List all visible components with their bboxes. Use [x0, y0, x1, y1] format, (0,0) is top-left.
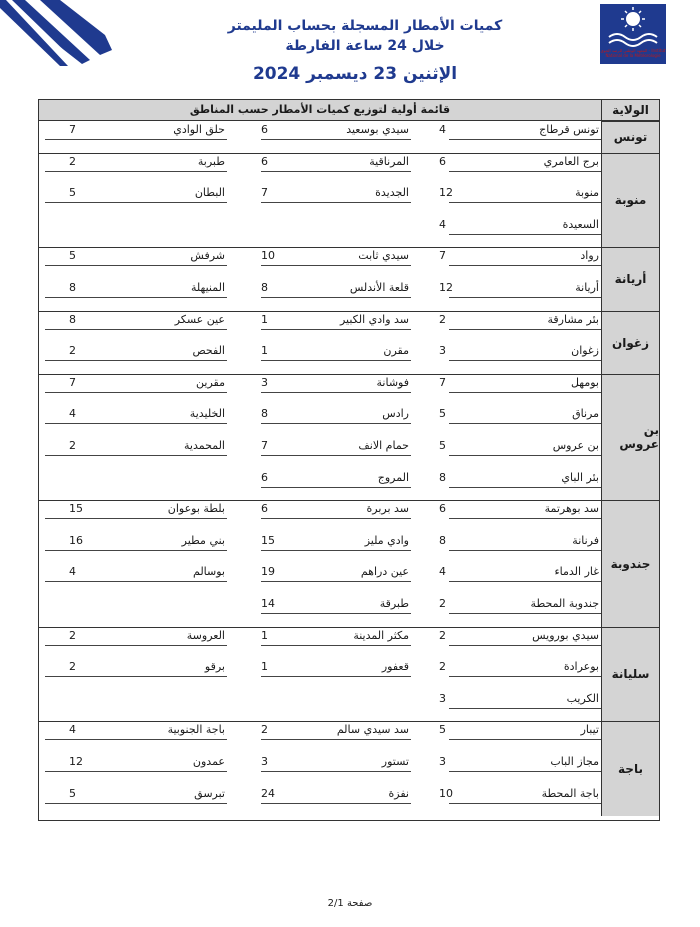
station-name: رادس — [382, 407, 409, 421]
station-name: تبرسق — [194, 786, 225, 800]
station-name: قعفور — [381, 660, 409, 674]
station-name: الفحص — [192, 344, 225, 358]
rainfall-value: 16 — [69, 533, 83, 547]
rainfall-value: 12 — [439, 186, 453, 200]
station-name: طبرقة — [379, 597, 409, 610]
report-subtitle: خلال 24 ساعة الفارطة — [285, 38, 445, 54]
governorate-cell: بن عروس — [601, 374, 659, 500]
rainfall-value: 4 — [69, 565, 76, 579]
governorate-separator — [39, 627, 601, 628]
station-name: بني مطير — [181, 533, 225, 547]
rainfall-value: 7 — [261, 186, 268, 200]
station-name: عين دراهم — [360, 565, 409, 579]
rainfall-value: 1 — [261, 344, 268, 358]
station-underline — [449, 202, 601, 203]
rainfall-value: 8 — [261, 281, 268, 294]
governorate-cell: زغوان — [601, 311, 659, 374]
station-underline — [45, 392, 227, 393]
corner-stripes-decoration — [0, 0, 120, 70]
station-name: برج العامري — [543, 154, 599, 168]
station-underline — [45, 455, 227, 456]
rainfall-value: 5 — [69, 786, 76, 800]
rainfall-value: 4 — [69, 407, 76, 421]
station-underline — [261, 455, 411, 456]
governorate-cell: أريانة — [601, 247, 659, 310]
station-name: تيبار — [580, 723, 599, 737]
station-name: المحمدية — [184, 439, 225, 452]
station-underline — [261, 613, 411, 614]
rainfall-value: 6 — [261, 502, 268, 516]
station-underline — [261, 360, 411, 361]
station-name: بلطة بوعوان — [167, 502, 225, 516]
station-name: سيدي بورويس — [532, 628, 599, 642]
station-name: رواد — [580, 249, 599, 263]
station-underline — [449, 487, 601, 488]
station-underline — [261, 645, 411, 646]
rainfall-value: 2 — [439, 660, 446, 674]
station-underline — [261, 771, 411, 772]
rainfall-value: 19 — [261, 565, 275, 579]
station-name: بوسالم — [193, 565, 225, 579]
station-name: عمدون — [192, 755, 225, 768]
station-underline — [45, 423, 227, 424]
station-name: سيدي ثابت — [358, 249, 409, 263]
station-name: تستور — [381, 755, 409, 768]
station-name: وادي مليز — [364, 533, 409, 547]
rainfall-value: 5 — [439, 723, 446, 737]
rainfall-value: 7 — [261, 439, 268, 452]
station-name: سد بربرة — [366, 502, 409, 516]
station-name: عين عسكر — [174, 312, 225, 326]
station-underline — [45, 329, 227, 330]
rainfall-value: 2 — [439, 597, 446, 610]
station-underline — [261, 803, 411, 804]
station-underline — [449, 645, 601, 646]
station-underline — [261, 329, 411, 330]
rainfall-value: 15 — [261, 533, 275, 547]
station-underline — [261, 423, 411, 424]
governorate-cell: سليانة — [601, 627, 659, 722]
station-underline — [449, 739, 601, 740]
rainfall-value: 4 — [439, 123, 446, 136]
station-name: باجة الجنوبية — [167, 723, 225, 737]
header-wilaya: الولاية — [601, 100, 659, 121]
station-name: أريانة — [575, 281, 599, 294]
station-name: شرفش — [190, 249, 225, 263]
rainfall-value: 2 — [69, 439, 76, 452]
station-underline — [449, 423, 601, 424]
rainfall-value: 5 — [439, 407, 446, 421]
rainfall-value: 8 — [69, 312, 76, 326]
station-underline — [261, 487, 411, 488]
page-number: صفحة 2/1 — [327, 898, 373, 909]
rainfall-value: 7 — [439, 375, 446, 389]
station-name: زغوان — [571, 344, 599, 358]
station-underline — [45, 550, 227, 551]
station-name: المرناقية — [369, 154, 409, 168]
station-name: فوشانة — [376, 375, 409, 389]
station-underline — [45, 739, 227, 740]
station-underline — [449, 329, 601, 330]
station-underline — [45, 265, 227, 266]
rainfall-value: 3 — [261, 755, 268, 768]
station-name: الكريب — [566, 691, 599, 705]
sun-wave-icon — [601, 5, 665, 49]
rainfall-value: 5 — [69, 249, 76, 263]
station-underline — [261, 676, 411, 677]
station-underline — [449, 581, 601, 582]
rainfall-value: 4 — [439, 565, 446, 579]
station-underline — [45, 645, 227, 646]
station-underline — [45, 297, 227, 298]
rainfall-value: 10 — [261, 249, 275, 263]
station-name: جندوبة المحطة — [530, 597, 599, 610]
station-name: مقرين — [196, 375, 225, 389]
rainfall-value: 24 — [261, 786, 275, 800]
rainfall-value: 1 — [261, 628, 268, 642]
station-underline — [449, 803, 601, 804]
station-name: برقو — [204, 660, 225, 674]
station-underline — [449, 771, 601, 772]
governorate-separator — [39, 153, 601, 154]
station-underline — [45, 360, 227, 361]
station-underline — [449, 455, 601, 456]
station-underline — [45, 202, 227, 203]
rainfall-value: 6 — [261, 470, 268, 484]
rainfall-value: 8 — [439, 533, 446, 547]
rainfall-value: 12 — [69, 755, 83, 768]
station-name: مجاز الباب — [550, 755, 599, 768]
rainfall-value: 5 — [69, 186, 76, 200]
station-underline — [449, 265, 601, 266]
governorate-separator — [39, 247, 601, 248]
station-underline — [449, 297, 601, 298]
station-name: مقرن — [383, 344, 409, 358]
rainfall-value: 3 — [439, 344, 446, 358]
station-name: حمام الانف — [358, 439, 409, 452]
rainfall-value: 4 — [69, 723, 76, 737]
station-underline — [45, 676, 227, 677]
station-name: فرنانة — [572, 533, 599, 547]
governorate-separator — [39, 721, 601, 722]
station-name: تونس قرطاج — [539, 123, 599, 136]
station-name: بوعرادة — [563, 660, 599, 674]
station-name: الخليدية — [189, 407, 225, 421]
station-underline — [449, 550, 601, 551]
rainfall-value: 8 — [69, 281, 76, 294]
header-list-title: قائمة أولية لتوزيع كميات الأمطار حسب المناطق — [39, 100, 601, 121]
rainfall-value: 3 — [261, 375, 268, 389]
station-name: بئر الباي — [561, 470, 599, 484]
station-underline — [45, 139, 227, 140]
rainfall-value: 4 — [439, 217, 446, 231]
station-name: مرناق — [572, 407, 599, 421]
rainfall-value: 5 — [439, 439, 446, 452]
rainfall-value: 1 — [261, 312, 268, 326]
station-name: قلعة الأندلس — [349, 281, 409, 294]
governorate-separator — [39, 311, 601, 312]
station-name: نفزة — [388, 786, 409, 800]
station-underline — [45, 171, 227, 172]
rainfall-value: 2 — [69, 344, 76, 358]
rainfall-value: 2 — [439, 628, 446, 642]
station-underline — [45, 803, 227, 804]
logo-caption: المعهد الوطني للرصد الجوي - Institut National de la Météorologie — [600, 48, 666, 58]
rainfall-value: 1 — [261, 660, 268, 674]
rainfall-value: 2 — [69, 660, 76, 674]
station-underline — [449, 171, 601, 172]
rainfall-value: 8 — [439, 470, 446, 484]
station-underline — [261, 265, 411, 266]
governorate-cell: باجة — [601, 721, 659, 816]
rainfall-value: 3 — [439, 691, 446, 705]
rainfall-value: 6 — [439, 502, 446, 516]
rainfall-value: 8 — [261, 407, 268, 421]
governorate-cell: جندوبة — [601, 500, 659, 626]
station-underline — [449, 518, 601, 519]
station-name: العروسة — [186, 628, 225, 642]
rainfall-value: 7 — [69, 375, 76, 389]
rainfall-value: 10 — [439, 786, 453, 800]
rainfall-value: 12 — [439, 281, 453, 294]
rainfall-value: 7 — [69, 123, 76, 136]
station-name: منوبة — [575, 186, 599, 200]
station-name: بن عروس — [552, 439, 599, 452]
station-underline — [449, 392, 601, 393]
station-underline — [449, 708, 601, 709]
station-name: غار الدماء — [554, 565, 599, 579]
station-underline — [261, 139, 411, 140]
station-name: سد وادي الكبير — [339, 312, 409, 326]
station-name: سد سيدي سالم — [336, 723, 409, 737]
station-name: الجديدة — [375, 186, 409, 200]
station-underline — [261, 518, 411, 519]
rainfall-value: 2 — [69, 628, 76, 642]
station-underline — [449, 234, 601, 235]
station-underline — [261, 550, 411, 551]
station-name: طبربة — [197, 154, 225, 168]
rainfall-table — [38, 99, 660, 821]
station-name: مكثر المدينة — [353, 628, 409, 642]
station-underline — [261, 202, 411, 203]
station-name: البطان — [194, 186, 225, 200]
station-name: المنيهلة — [190, 281, 225, 294]
station-name: السعيدة — [562, 217, 599, 231]
station-underline — [261, 297, 411, 298]
governorate-separator — [39, 374, 601, 375]
governorate-cell: تونس — [601, 121, 659, 153]
station-name: حلق الوادي — [173, 123, 225, 136]
station-underline — [449, 613, 601, 614]
station-underline — [45, 518, 227, 519]
rainfall-value: 15 — [69, 502, 83, 516]
governorate-cell: منوبة — [601, 153, 659, 248]
governorate-separator — [39, 500, 601, 501]
station-underline — [45, 771, 227, 772]
station-name: باجة المحطة — [541, 786, 599, 800]
station-underline — [261, 392, 411, 393]
rainfall-value: 2 — [69, 154, 76, 168]
station-name: بئر مشارقة — [547, 312, 599, 326]
report-title: كميات الأمطار المسجلة بحساب المليمتر — [227, 18, 503, 34]
station-name: سد بوهرتمة — [544, 502, 599, 516]
station-underline — [449, 139, 601, 140]
station-underline — [449, 360, 601, 361]
rainfall-value: 2 — [439, 312, 446, 326]
rainfall-value: 6 — [261, 123, 268, 136]
rainfall-value: 2 — [261, 723, 268, 737]
station-name: بومهل — [570, 375, 599, 389]
rainfall-value: 7 — [439, 249, 446, 263]
rainfall-value: 6 — [439, 154, 446, 168]
station-name: المروج — [377, 470, 409, 484]
rainfall-value: 14 — [261, 597, 275, 610]
rainfall-value: 3 — [439, 755, 446, 768]
station-name: سيدي بوسعيد — [346, 123, 409, 136]
station-underline — [261, 581, 411, 582]
station-underline — [45, 581, 227, 582]
rainfall-value: 6 — [261, 154, 268, 168]
report-date: الإثنين 23 ديسمبر 2024 — [252, 64, 458, 84]
station-underline — [261, 739, 411, 740]
station-underline — [261, 171, 411, 172]
station-underline — [449, 676, 601, 677]
